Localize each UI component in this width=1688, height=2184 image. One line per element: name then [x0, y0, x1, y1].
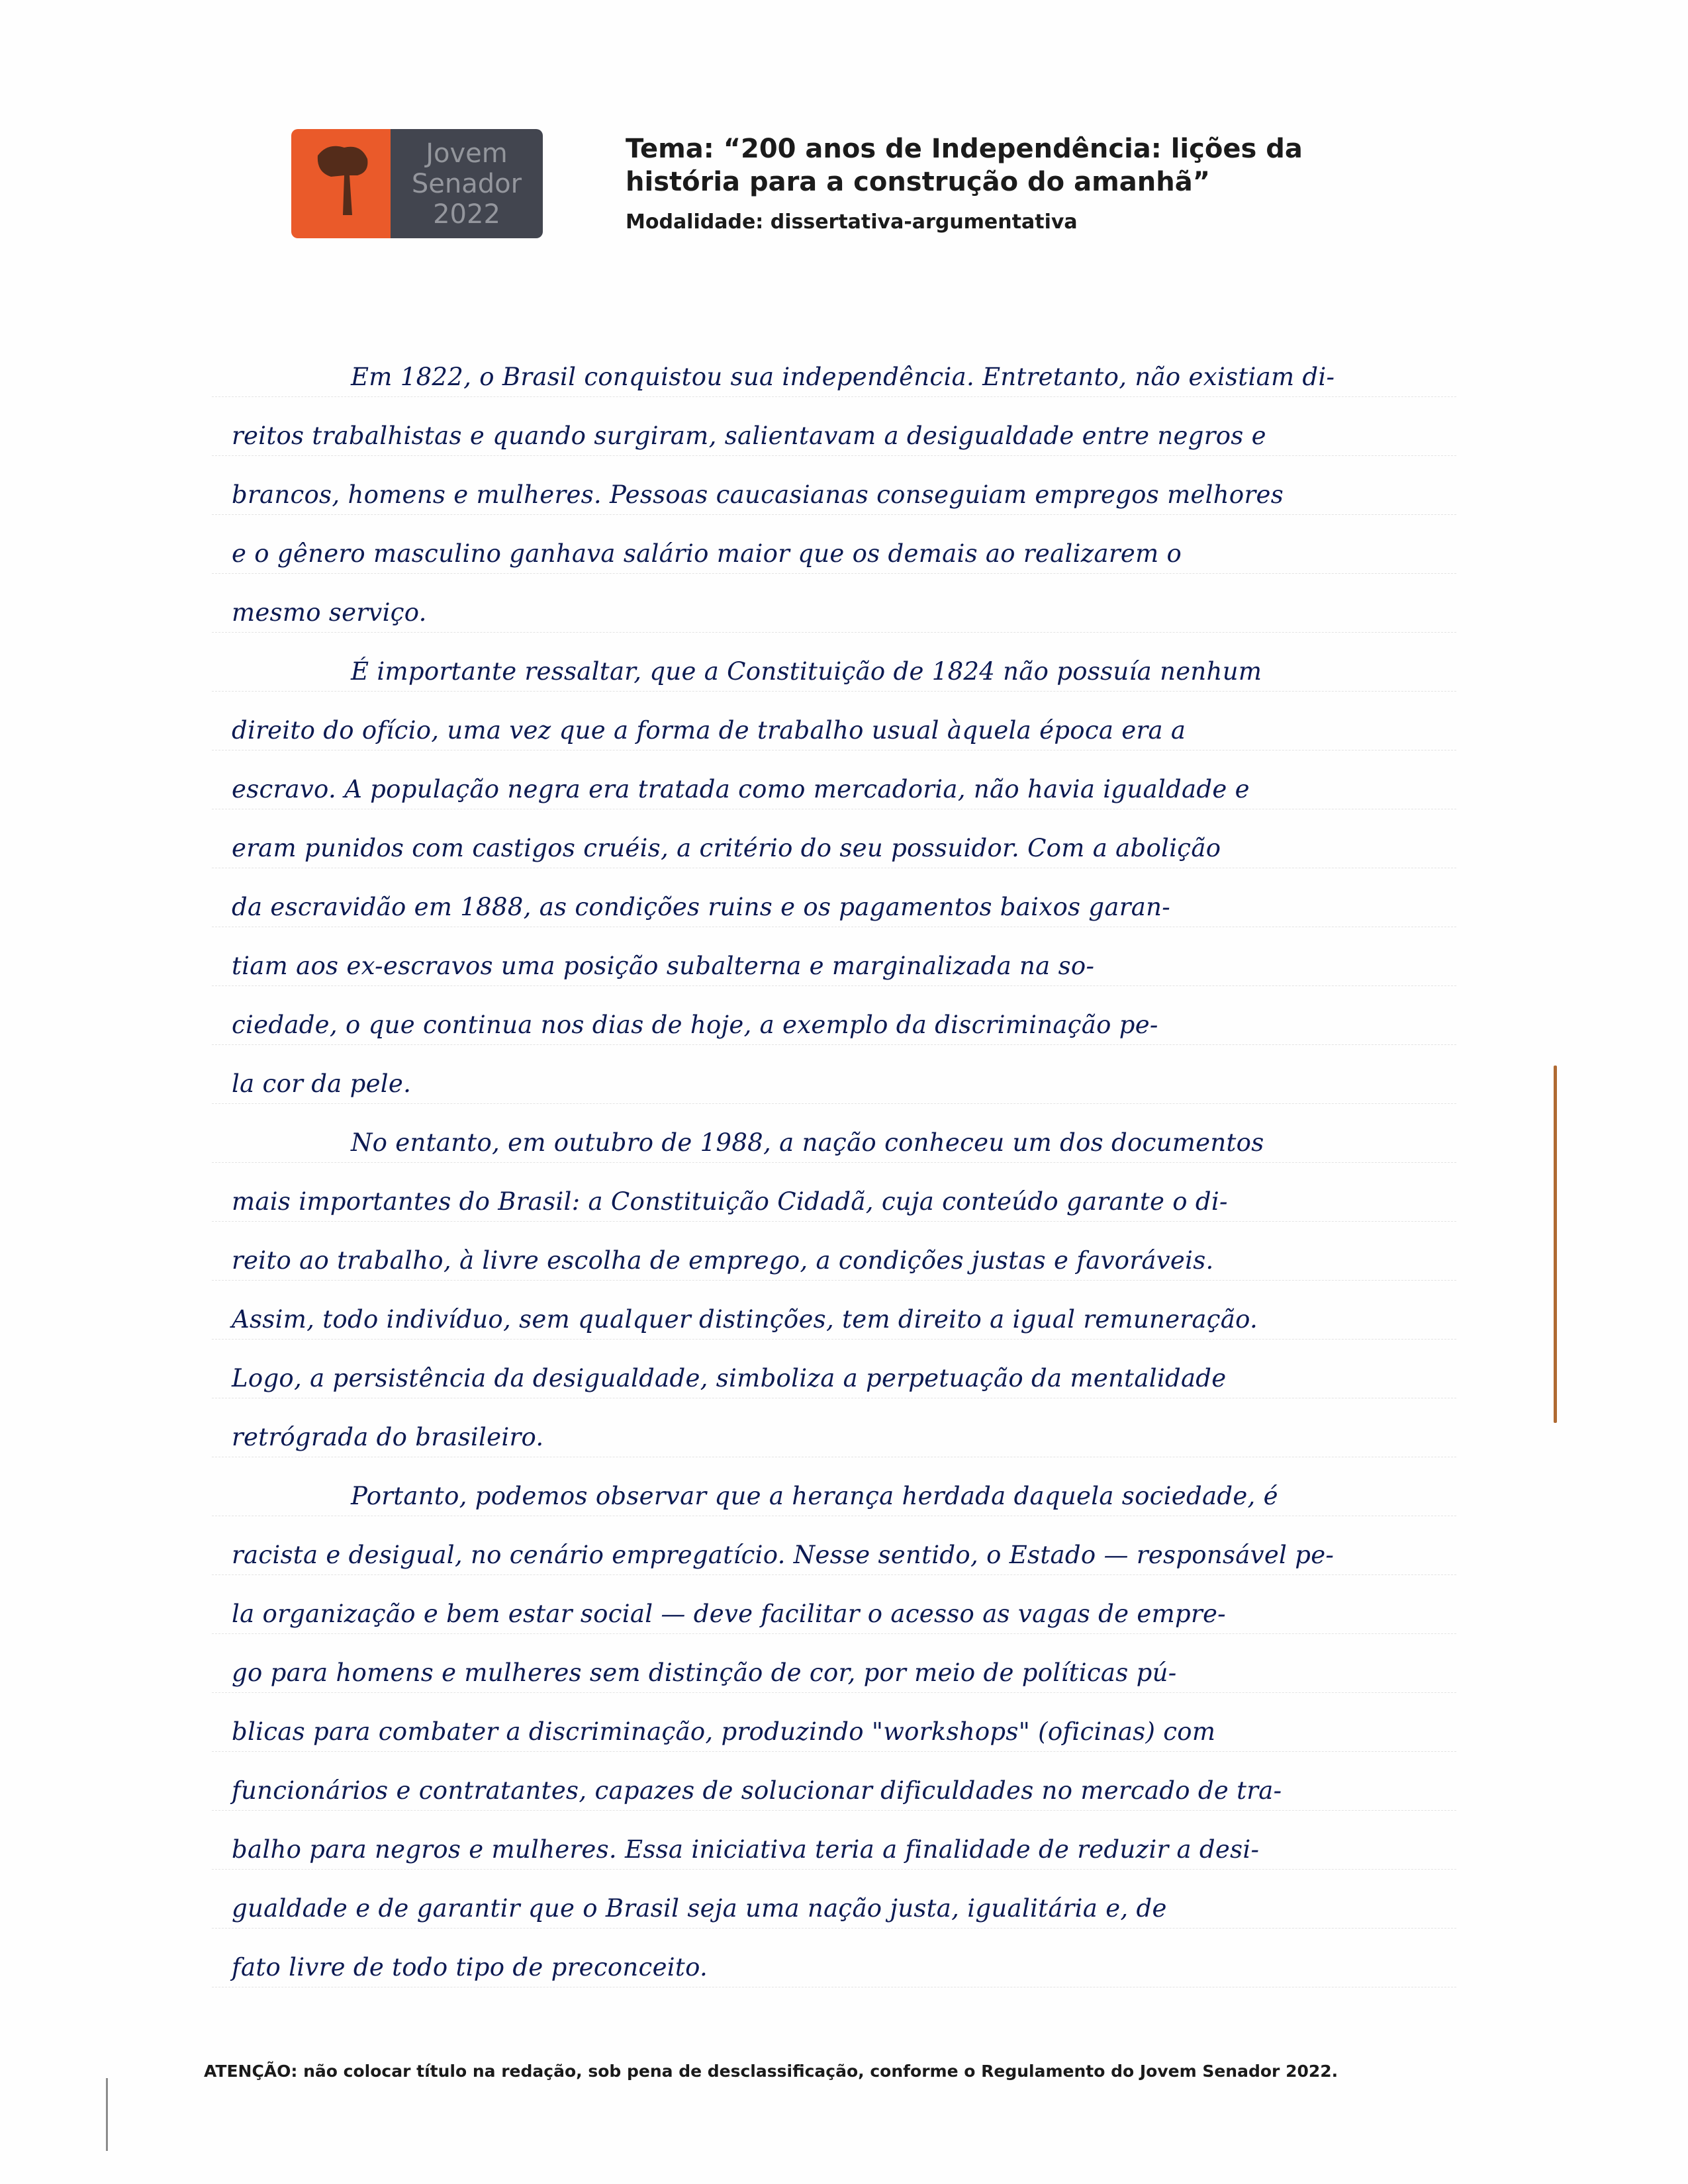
- essay-line-text: brancos, homens e mulheres. Pessoas caucasianas conseguiam empregos melhores: [232, 480, 1284, 509]
- essay-line: [212, 1103, 1456, 1163]
- essay-line: [212, 396, 1456, 456]
- essay-line-text: mais importantes do Brasil: a Constituição Cidadã, cuja conteúdo garante o di-: [232, 1187, 1228, 1216]
- essay-line-text: e o gênero masculino ganhava salário maior que os demais ao realizarem o: [232, 539, 1182, 568]
- essay-line: [212, 985, 1456, 1045]
- essay-line-text: reito ao trabalho, à livre escolha de emprego, a condições justas e favoráveis.: [232, 1246, 1214, 1275]
- logo-line-3: 2022: [433, 199, 500, 230]
- essay-line-text: No entanto, em outubro de 1988, a nação conheceu um dos documentos: [351, 1128, 1264, 1157]
- tree-icon: [291, 129, 391, 238]
- margin-marker: [1554, 1066, 1557, 1423]
- essay-line: [212, 927, 1456, 986]
- essay-line-text: la organização e bem estar social — deve facilitar o acesso as vagas de empre-: [232, 1600, 1226, 1628]
- essay-line: [212, 1692, 1456, 1752]
- essay-line-text: Logo, a persistência da desigualdade, simboliza a perpetuação da mentalidade: [232, 1364, 1227, 1392]
- essay-line-text: fato livre de todo tipo de preconceito.: [232, 1953, 708, 1981]
- essay-line-text: la cor da pele.: [232, 1069, 412, 1098]
- essay-line-text: retrógrada do brasileiro.: [232, 1423, 544, 1451]
- essay-line-text: ciedade, o que continua nos dias de hoje, a exemplo da discriminação pe-: [232, 1011, 1158, 1039]
- essay-line: [212, 1751, 1456, 1811]
- essay-line-text: funcionários e contratantes, capazes de solucionar dificuldades no mercado de tra-: [232, 1776, 1282, 1805]
- footer-warning: ATENÇÃO: não colocar título na redação, sob pena de desclassificação, conforme o Regulamento do Jovem Senador 2022.: [204, 2062, 1338, 2081]
- essay-line-text: mesmo serviço.: [232, 598, 427, 627]
- essay-line: [212, 1162, 1456, 1222]
- essay-line: [212, 809, 1456, 868]
- essay-line: [212, 1633, 1456, 1693]
- essay-line: [212, 1339, 1456, 1398]
- header: [626, 132, 1420, 234]
- essay-line-text: reitos trabalhistas e quando surgiram, salientavam a desigualdade entre negros e: [232, 422, 1266, 450]
- essay-line-text: gualdade e de garantir que o Brasil seja uma nação justa, igualitária e, de: [232, 1894, 1167, 1923]
- essay-line-text: tiam aos ex-escravos uma posição subalterna e marginalizada na so-: [232, 952, 1095, 980]
- jovem-senador-logo: [291, 129, 543, 238]
- scan-edge-mark: [106, 2078, 108, 2151]
- essay-line-text: escravo. A população negra era tratada como mercadoria, não havia igualdade e: [232, 775, 1250, 803]
- essay-line-text: blicas para combater a discriminação, produzindo "workshops" (oficinas) com: [232, 1717, 1216, 1746]
- essay-line: [212, 1044, 1456, 1104]
- theme-title: Tema: “200 anos de Independência: lições da história para a construção do amanhã”: [626, 134, 1303, 197]
- essay-line-text: da escravidão em 1888, as condições ruins e os pagamentos baixos garan-: [232, 893, 1170, 921]
- essay-line-text: É importante ressaltar, que a Constituição de 1824 não possuía nenhum: [351, 657, 1262, 686]
- essay-line: [212, 514, 1456, 574]
- logo-line-1: Jovem: [426, 138, 508, 169]
- essay-line-text: Assim, todo indivíduo, sem qualquer distinções, tem direito a igual remuneração.: [232, 1305, 1258, 1334]
- essay-line: [212, 573, 1456, 633]
- logo-text-panel: [391, 129, 543, 238]
- essay-line: [212, 1869, 1456, 1929]
- essay-line: [212, 1457, 1456, 1516]
- essay-line-text: Portanto, podemos observar que a herança herdada daquela sociedade, é: [351, 1482, 1278, 1510]
- essay-line: [212, 632, 1456, 692]
- essay-line-text: eram punidos com castigos cruéis, a critério do seu possuidor. Com a abolição: [232, 834, 1221, 862]
- essay-line-text: go para homens e mulheres sem distinção de cor, por meio de políticas pú-: [232, 1659, 1177, 1687]
- essay-line: [212, 1810, 1456, 1870]
- essay-line: [212, 1221, 1456, 1281]
- essay-line: [212, 1516, 1456, 1575]
- essay-line: [212, 1928, 1456, 1987]
- essay-line: [212, 1398, 1456, 1457]
- essay-line: [212, 868, 1456, 927]
- essay-line: [212, 750, 1456, 809]
- essay-line: [212, 338, 1456, 397]
- essay-line: [212, 691, 1456, 751]
- logo-emblem: [291, 129, 391, 238]
- essay-line-text: balho para negros e mulheres. Essa iniciativa teria a finalidade de reduzir a desi-: [232, 1835, 1260, 1864]
- essay-line-text: Em 1822, o Brasil conquistou sua independência. Entretanto, não existiam di-: [351, 363, 1335, 391]
- essay-line: [212, 1574, 1456, 1634]
- essay-line: [212, 1280, 1456, 1340]
- modality-label: Modalidade: dissertativa-argumentativa: [626, 210, 1078, 234]
- essay-line: [212, 455, 1456, 515]
- essay-line-text: direito do ofício, uma vez que a forma de trabalho usual àquela época era a: [232, 716, 1186, 745]
- essay-line-text: racista e desigual, no cenário empregatício. Nesse sentido, o Estado — responsável pe-: [232, 1541, 1335, 1569]
- logo-line-2: Senador: [411, 168, 522, 199]
